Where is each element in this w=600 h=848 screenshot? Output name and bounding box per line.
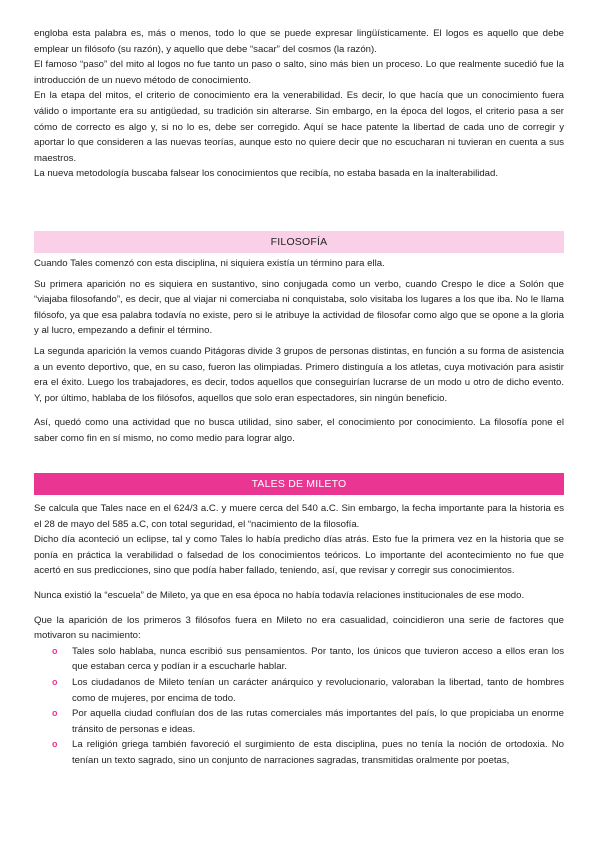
bullet-marker-icon: o [52,676,58,687]
bullet-marker-icon: o [52,708,58,719]
list-item: o La religión griega también favoreció el surgimiento de esta disciplina, pues no tenía la noción de ortodoxia. No tenían un texto sagrado, sino un conjunto de narraciones sagradas, transmitidas oralmente por poetas, [52,739,564,766]
filosofia-paragraph-3: La segunda aparición la vemos cuando Pitágoras divide 3 grupos de personas distintas, en función a su forma de asistencia a un evento deportivo, que, en su caso, fueron las olimpiadas. Primero distinguía a los atletas, cuya motivación para asistir era el éxito. Luego los trabajadores, es decir, todos aquellos que conseguirían lucrarse de un modo u otro de dicho evento. Y, por último, hablaba de los filósofos, aquellos que solo eran espectadores, sin ningún beneficio. [34,345,564,404]
list-item: o Tales solo hablaba, nunca escribió sus pensamientos. Por tanto, los únicos que tuvieron acceso a ellos eran los que estaban cerca y podían ir a escucharle hablar. [52,645,564,673]
filosofia-paragraph-2: Su primera aparición no es siquiera en sustantivo, sino conjugada como un verbo, cuando Crespo le dice a Solón que “viajaba filosofando”, es decir, que al viajar ni comerciaba ni conquistaba, solo visitaba los lugares a los que iba. No le llama filósofo, ya que esa palabra todavía no existe, pero si le atribuye la actividad de filosofar como algo que se opone a la gloria y al lucro, empezando a definir el término. [34,278,564,337]
tales-section [34,501,564,769]
section-heading-tales [34,473,564,495]
filosofia-paragraph-1: Cuando Tales comenzó con esta disciplina, ni siquiera existía un término para ella. [34,258,385,269]
tales-paragraph-3: Nunca existió la “escuela” de Mileto, ya que en esa época no había todavía relaciones institucionales de ese modo. [34,589,525,601]
section-heading-filosofia-label: FILOSOFÍA [270,236,328,248]
intro-paragraph-3: En la etapa del mitos, el criterio de conocimiento era la venerabilidad. Es decir, lo que hacía que un conocimiento fuera válido o importante era su antigüedad, su tradición sin alterarse. Sin embargo, en la época del logos, el criterio pasa a ser cómo de correcto es algo y, si no lo es, debe ser corregido. Aquí se hace patente la libertad de cada uno de corregir y aportar lo que consideren a las nuevas teorías, aunque esto no quiere decir que no escucharan ni tuvieran en cuenta a sus maestros. [34,90,564,164]
list-item: o Los ciudadanos de Mileto tenían un carácter anárquico y revolucionario, valoraban la libertad, tanto de hombres como de mujeres, por encima de todo. [52,676,564,704]
intro-section [34,26,564,182]
filosofia-paragraph-4: Así, quedó como una actividad que no busca utilidad, sino saber, el conocimiento por conocimiento. La filosofía pone el saber como fin en sí mismo, no como medio para lograr algo. [34,417,564,444]
tales-paragraph-1: Se calcula que Tales nace en el 624/3 a.C. y muere cerca del 540 a.C. Sin embargo, la fecha importante para la historia es el 28 de mayo del 585 a.C, con total seguridad, el “nacimiento de la filosofía. [34,503,564,530]
intro-paragraph-2: El famoso “paso” del mito al logos no fue tanto un paso o salto, sino más bien un proceso. Lo que realmente sucedió fue la introducción de un nuevo método de conocimiento. [34,59,564,86]
filosofia-section [34,256,564,447]
tales-paragraph-2: Dicho día aconteció un eclipse, tal y como Tales lo había predicho días atrás. Esto fue la primera vez en la historia que se ponía en práctica la verabilidad o falsedad de los conocimientos teóricos. Lo importante del acontecimiento no fue que acertó en sus predicciones, sino que podía haber fallado, teniendo, así, que revisar y corregir sus conocimientos. [34,534,564,577]
intro-paragraph-1: engloba esta palabra es, más o menos, todo lo que se puede expresar lingüísticamente. El logos es aquello que debe emplear un filósofo (su razón), y aquello que debe “sacar” del cosmos (la razón). [34,28,564,55]
section-heading-tales-label: TALES DE MILETO [251,478,347,490]
intro-paragraph-4: La nueva metodología buscaba falsear los conocimientos que recibía, no estaba basada en la inalterabilidad. [34,168,499,180]
bullet-marker-icon: o [52,739,58,750]
bullet-marker-icon: o [52,645,58,656]
list-item: o Por aquella ciudad confluían dos de las rutas comerciales más importantes del país, lo que propiciaba un enorme tránsito de personas e ideas. [52,708,564,735]
tales-paragraph-4: Que la aparición de los primeros 3 filósofos fuera en Mileto no era casualidad, coincidieron una serie de factores que motivaron su nacimiento: [34,614,564,642]
section-heading-filosofia [34,231,564,253]
factors-list [34,644,564,769]
